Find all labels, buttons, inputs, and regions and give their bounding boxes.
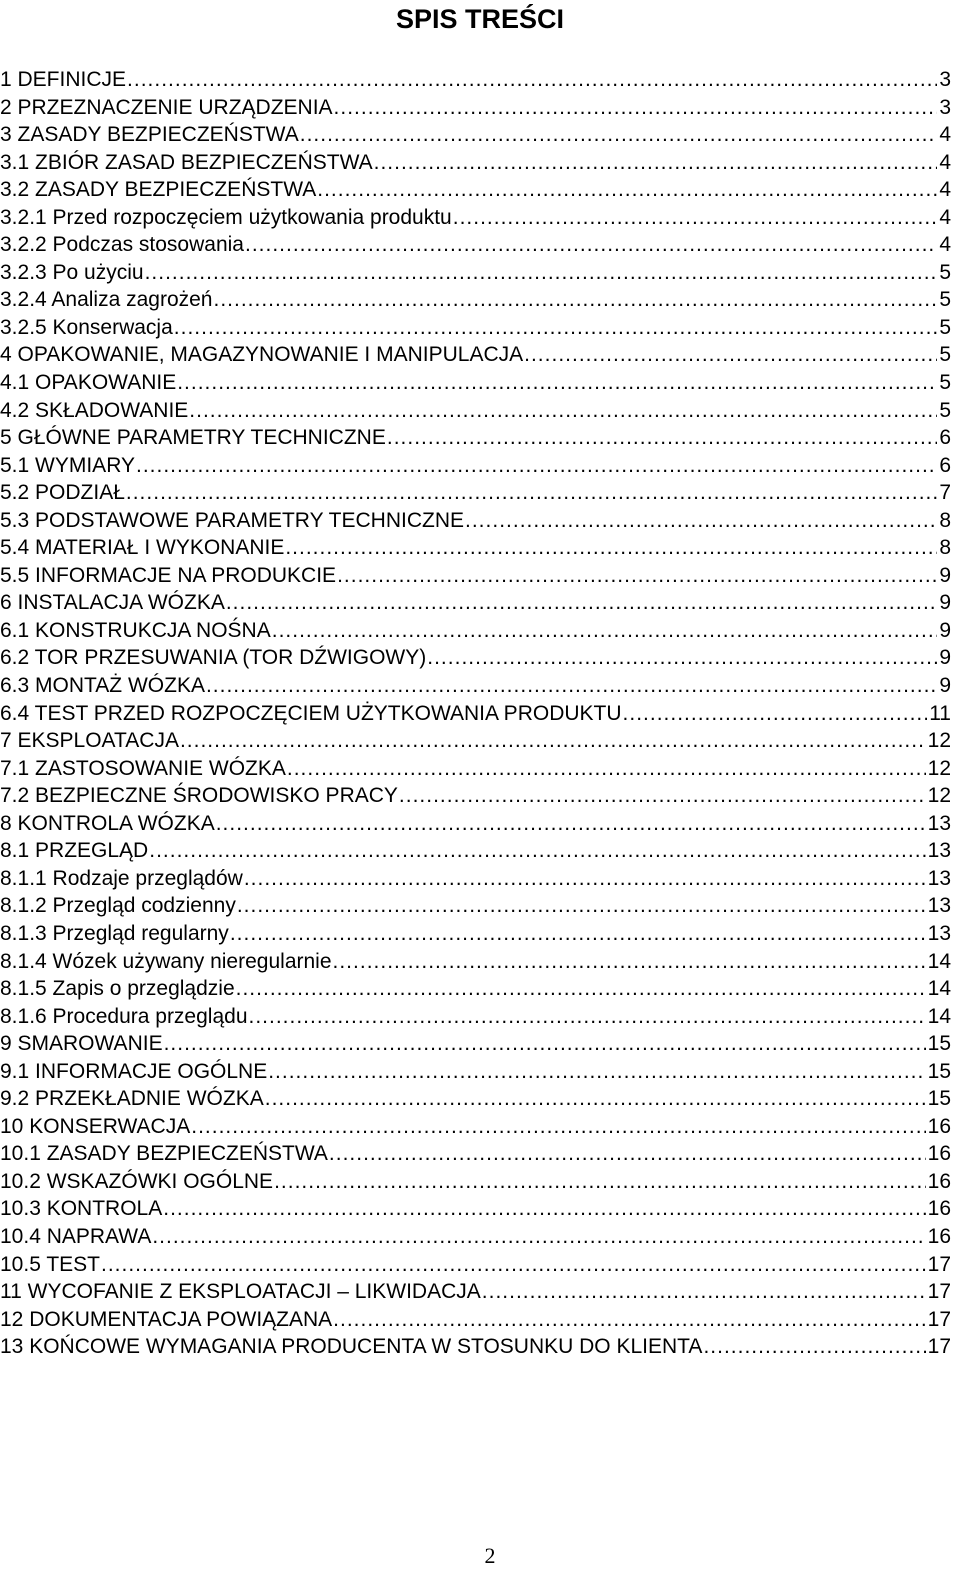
toc-entry[interactable] [0, 1140, 951, 1168]
toc-entry-page: 12 [927, 729, 951, 753]
toc-entry-page: 13 [927, 866, 951, 890]
toc-entry-page: 9 [939, 674, 951, 698]
toc-entry-label: 11 WYCOFANIE Z EKSPLOATACJI – LIKWIDACJA [0, 1280, 481, 1304]
toc-entry[interactable] [0, 865, 951, 893]
toc-entry[interactable] [0, 589, 951, 617]
toc-entry[interactable] [0, 314, 951, 342]
toc-entry[interactable] [0, 1058, 951, 1086]
toc-dot-leader [174, 314, 938, 342]
toc-entry-label: 10.5 TEST [0, 1252, 100, 1276]
toc-entry[interactable] [0, 644, 951, 672]
toc-entry-label: 5.1 WYMIARY [0, 453, 135, 477]
toc-entry-page: 5 [939, 398, 951, 422]
toc-entry-label: 5 GŁÓWNE PARAMETRY TECHNICZNE [0, 426, 386, 450]
toc-entry-page: 7 [939, 481, 951, 505]
toc-dot-leader [623, 700, 928, 728]
toc-entry[interactable] [0, 369, 951, 397]
toc-entry-label: 3.2.4 Analiza zagrożeń [0, 288, 213, 312]
toc-dot-leader [333, 1306, 925, 1334]
toc-entry-label: 4.2 SKŁADOWANIE [0, 398, 189, 422]
toc-dot-leader [265, 1085, 926, 1113]
toc-entry-page: 14 [927, 949, 951, 973]
toc-entry-page: 4 [939, 205, 951, 229]
toc-entry-page: 5 [939, 260, 951, 284]
toc-entry[interactable] [0, 727, 951, 755]
toc-entry-page: 16 [927, 1224, 951, 1248]
toc-dot-leader [399, 782, 926, 810]
toc-dot-leader [268, 1058, 925, 1086]
toc-entry-page: 6 [939, 453, 951, 477]
toc-entry-label: 8.1.6 Procedura przeglądu [0, 1004, 248, 1028]
toc-dot-leader [245, 231, 937, 259]
toc-dot-leader [287, 755, 926, 783]
toc-entry-label: 5.2 PODZIAŁ [0, 481, 125, 505]
toc-entry[interactable] [0, 424, 951, 452]
toc-dot-leader [127, 66, 937, 94]
toc-entry-label: 6.3 MONTAŻ WÓZKA [0, 674, 205, 698]
toc-entry[interactable] [0, 1223, 951, 1251]
toc-entry[interactable] [0, 341, 951, 369]
toc-dot-leader [163, 1195, 925, 1223]
toc-dot-leader [274, 1168, 926, 1196]
toc-entry-page: 4 [939, 150, 951, 174]
toc-entry-page: 9 [939, 618, 951, 642]
toc-entry-page: 9 [939, 591, 951, 615]
toc-dot-leader [216, 810, 926, 838]
toc-entry[interactable] [0, 1085, 951, 1113]
toc-dot-leader [237, 892, 926, 920]
toc-entry-label: 8.1.3 Przegląd regularny [0, 921, 229, 945]
toc-entry-page: 14 [927, 1004, 951, 1028]
toc-dot-leader [230, 920, 926, 948]
toc-dot-leader [191, 1113, 925, 1141]
toc-entry[interactable] [0, 479, 951, 507]
toc-entry-label: 9.2 PRZEKŁADNIE WÓZKA [0, 1087, 264, 1111]
toc-entry-label: 5.5 INFORMACJE NA PRODUKCIE [0, 563, 337, 587]
toc-entry-page: 16 [927, 1169, 951, 1193]
toc-entry-label: 13 KOŃCOWE WYMAGANIA PRODUCENTA W STOSUNKU DO KLIENTA [0, 1335, 703, 1359]
toc-entry-page: 6 [939, 426, 951, 450]
toc-entry-page: 17 [927, 1335, 951, 1359]
toc-dot-leader [300, 121, 938, 149]
toc-entry-label: 5.4 MATERIAŁ I WYKONANIE [0, 536, 285, 560]
toc-entry[interactable] [0, 452, 951, 480]
toc-entry-label: 8.1.4 Wózek używany nieregularnie [0, 949, 332, 973]
toc-entry-page: 16 [927, 1114, 951, 1138]
toc-dot-leader [703, 1333, 925, 1361]
toc-entry[interactable] [0, 1168, 951, 1196]
toc-entry-label: 10 KONSERWACJA [0, 1114, 191, 1138]
toc-entry-page: 15 [927, 1087, 951, 1111]
toc-dot-leader [236, 975, 926, 1003]
toc-entry[interactable] [0, 1306, 951, 1334]
toc-entry[interactable] [0, 121, 951, 149]
toc-dot-leader [427, 644, 937, 672]
toc-dot-leader [149, 837, 925, 865]
toc-entry-label: 6.4 TEST PRZED ROZPOCZĘCIEM UŻYTKOWANIA PRODUKTU [0, 701, 622, 725]
toc-dot-leader [206, 672, 937, 700]
toc-entry-label: 8.1.1 Rodzaje przeglądów [0, 866, 243, 890]
toc-dot-leader [453, 204, 938, 232]
toc-entry-page: 5 [939, 371, 951, 395]
toc-dot-leader [226, 589, 937, 617]
toc-entry-label: 8.1.5 Zapis o przeglądzie [0, 977, 235, 1001]
toc-entry[interactable] [0, 700, 951, 728]
toc-entry[interactable] [0, 204, 951, 232]
toc-entry[interactable] [0, 1030, 951, 1058]
toc-entry-label: 7.1 ZASTOSOWANIE WÓZKA [0, 756, 286, 780]
toc-dot-leader [465, 507, 937, 535]
toc-entry-label: 8.1 PRZEGLĄD [0, 839, 149, 863]
toc-entry-label: 3.2.5 Konserwacja [0, 315, 173, 339]
toc-entry[interactable] [0, 1113, 951, 1141]
toc-entry-label: 10.1 ZASADY BEZPIECZEŃSTWA [0, 1142, 328, 1166]
toc-entry-label: 10.3 KONTROLA [0, 1197, 163, 1221]
toc-entry[interactable] [0, 617, 951, 645]
toc-entry-page: 8 [939, 536, 951, 560]
toc-entry[interactable] [0, 149, 951, 177]
toc-entry-label: 6.1 KONSTRUKCJA NOŚNA [0, 618, 271, 642]
toc-entry-page: 16 [927, 1142, 951, 1166]
toc-entry-label: 5.3 PODSTAWOWE PARAMETRY TECHNICZNE [0, 508, 465, 532]
toc-entry[interactable] [0, 562, 951, 590]
toc-entry[interactable] [0, 755, 951, 783]
toc-entry-page: 3 [939, 95, 951, 119]
toc-entry-page: 3 [939, 68, 951, 91]
toc-entry-page: 17 [927, 1307, 951, 1331]
table-of-contents [0, 66, 951, 1361]
toc-entry[interactable] [0, 1278, 951, 1306]
toc-entry-label: 8 KONTROLA WÓZKA [0, 811, 215, 835]
toc-entry-label: 9 SMAROWANIE [0, 1032, 163, 1056]
toc-entry-label: 7.2 BEZPIECZNE ŚRODOWISKO PRACY [0, 784, 398, 808]
toc-entry-page: 12 [927, 784, 951, 808]
toc-entry-label: 3.2.2 Podczas stosowania [0, 233, 244, 257]
toc-entry[interactable] [0, 231, 951, 259]
toc-entry-label: 9.1 INFORMACJE OGÓLNE [0, 1059, 268, 1083]
toc-entry-page: 9 [939, 646, 951, 670]
toc-entry-label: 3.2.3 Po użyciu [0, 260, 144, 284]
toc-entry[interactable] [0, 892, 951, 920]
toc-entry[interactable] [0, 782, 951, 810]
toc-entry-page: 14 [927, 977, 951, 1001]
toc-entry[interactable] [0, 672, 951, 700]
toc-entry[interactable] [0, 534, 951, 562]
toc-entry-page: 5 [939, 288, 951, 312]
toc-entry-label: 8.1.2 Przegląd codzienny [0, 894, 236, 918]
toc-entry[interactable] [0, 837, 951, 865]
toc-entry-label: 10.4 NAPRAWA [0, 1224, 152, 1248]
toc-entry-page: 13 [927, 811, 951, 835]
toc-dot-leader [272, 617, 938, 645]
toc-entry-page: 13 [927, 839, 951, 863]
toc-entry-page: 4 [939, 178, 951, 202]
toc-dot-leader [244, 865, 926, 893]
page-title: SPIS TREŚCI [395, 4, 565, 34]
toc-dot-leader [482, 1278, 926, 1306]
toc-entry[interactable] [0, 1195, 951, 1223]
toc-dot-leader [145, 259, 938, 287]
toc-dot-leader [524, 341, 937, 369]
toc-entry-label: 1 DEFINICJE [0, 68, 127, 91]
toc-entry-page: 11 [929, 701, 951, 725]
toc-entry-label: 6 INSTALACJA WÓZKA [0, 591, 225, 615]
toc-entry-page: 9 [939, 563, 951, 587]
toc-dot-leader [387, 424, 937, 452]
toc-dot-leader [285, 534, 937, 562]
toc-entry-page: 4 [939, 123, 951, 147]
toc-dot-leader [249, 1003, 926, 1031]
toc-entry[interactable] [0, 975, 951, 1003]
toc-entry-label: 7 EKSPLOATACJA [0, 729, 179, 753]
toc-entry[interactable] [0, 66, 951, 94]
toc-dot-leader [126, 479, 937, 507]
toc-entry-page: 4 [939, 233, 951, 257]
toc-entry[interactable] [0, 1333, 951, 1361]
toc-entry-label: 2 PRZEZNACZENIE URZĄDZENIA [0, 95, 333, 119]
toc-dot-leader [189, 397, 937, 425]
toc-entry-label: 4.1 OPAKOWANIE [0, 371, 177, 395]
toc-dot-leader [136, 452, 937, 480]
toc-entry[interactable] [0, 948, 951, 976]
toc-entry-page: 17 [927, 1280, 951, 1304]
toc-entry-label: 3.1 ZBIÓR ZASAD BEZPIECZEŃSTWA [0, 150, 373, 174]
toc-entry-page: 17 [927, 1252, 951, 1276]
toc-dot-leader [164, 1030, 926, 1058]
toc-entry-page: 8 [939, 508, 951, 532]
toc-dot-leader [334, 94, 938, 122]
toc-entry[interactable] [0, 397, 951, 425]
toc-entry-page: 5 [939, 343, 951, 367]
toc-entry[interactable] [0, 286, 951, 314]
toc-entry[interactable] [0, 507, 951, 535]
toc-entry-label: 4 OPAKOWANIE, MAGAZYNOWANIE I MANIPULACJA [0, 343, 524, 367]
toc-entry-label: 6.2 TOR PRZESUWANIA (TOR DŹWIGOWY) [0, 646, 427, 670]
toc-entry[interactable] [0, 1003, 951, 1031]
toc-entry-label: 3.2.1 Przed rozpoczęciem użytkowania produktu [0, 205, 452, 229]
toc-dot-leader [317, 176, 937, 204]
page-number: 2 [484, 1543, 496, 1568]
toc-entry-page: 16 [927, 1197, 951, 1221]
toc-entry-page: 5 [939, 315, 951, 339]
toc-entry-label: 12 DOKUMENTACJA POWIĄZANA [0, 1307, 333, 1331]
toc-entry[interactable] [0, 94, 951, 122]
toc-entry[interactable] [0, 176, 951, 204]
toc-entry-page: 15 [927, 1059, 951, 1083]
toc-entry-label: 3 ZASADY BEZPIECZEŃSTWA [0, 123, 299, 147]
toc-entry[interactable] [0, 1251, 951, 1279]
toc-dot-leader [213, 286, 937, 314]
toc-dot-leader [177, 369, 937, 397]
toc-entry-page: 13 [927, 894, 951, 918]
toc-dot-leader [180, 727, 926, 755]
toc-entry-page: 12 [927, 756, 951, 780]
toc-entry-label: 3.2 ZASADY BEZPIECZEŃSTWA [0, 178, 317, 202]
toc-entry[interactable] [0, 810, 951, 838]
toc-dot-leader [329, 1140, 926, 1168]
toc-dot-leader [101, 1251, 926, 1279]
toc-entry-label: 10.2 WSKAZÓWKI OGÓLNE [0, 1169, 274, 1193]
toc-entry[interactable] [0, 259, 951, 287]
toc-dot-leader [152, 1223, 925, 1251]
toc-entry-page: 13 [927, 921, 951, 945]
toc-entry-page: 15 [927, 1032, 951, 1056]
toc-dot-leader [374, 149, 938, 177]
toc-dot-leader [337, 562, 937, 590]
toc-entry[interactable] [0, 920, 951, 948]
toc-dot-leader [333, 948, 926, 976]
